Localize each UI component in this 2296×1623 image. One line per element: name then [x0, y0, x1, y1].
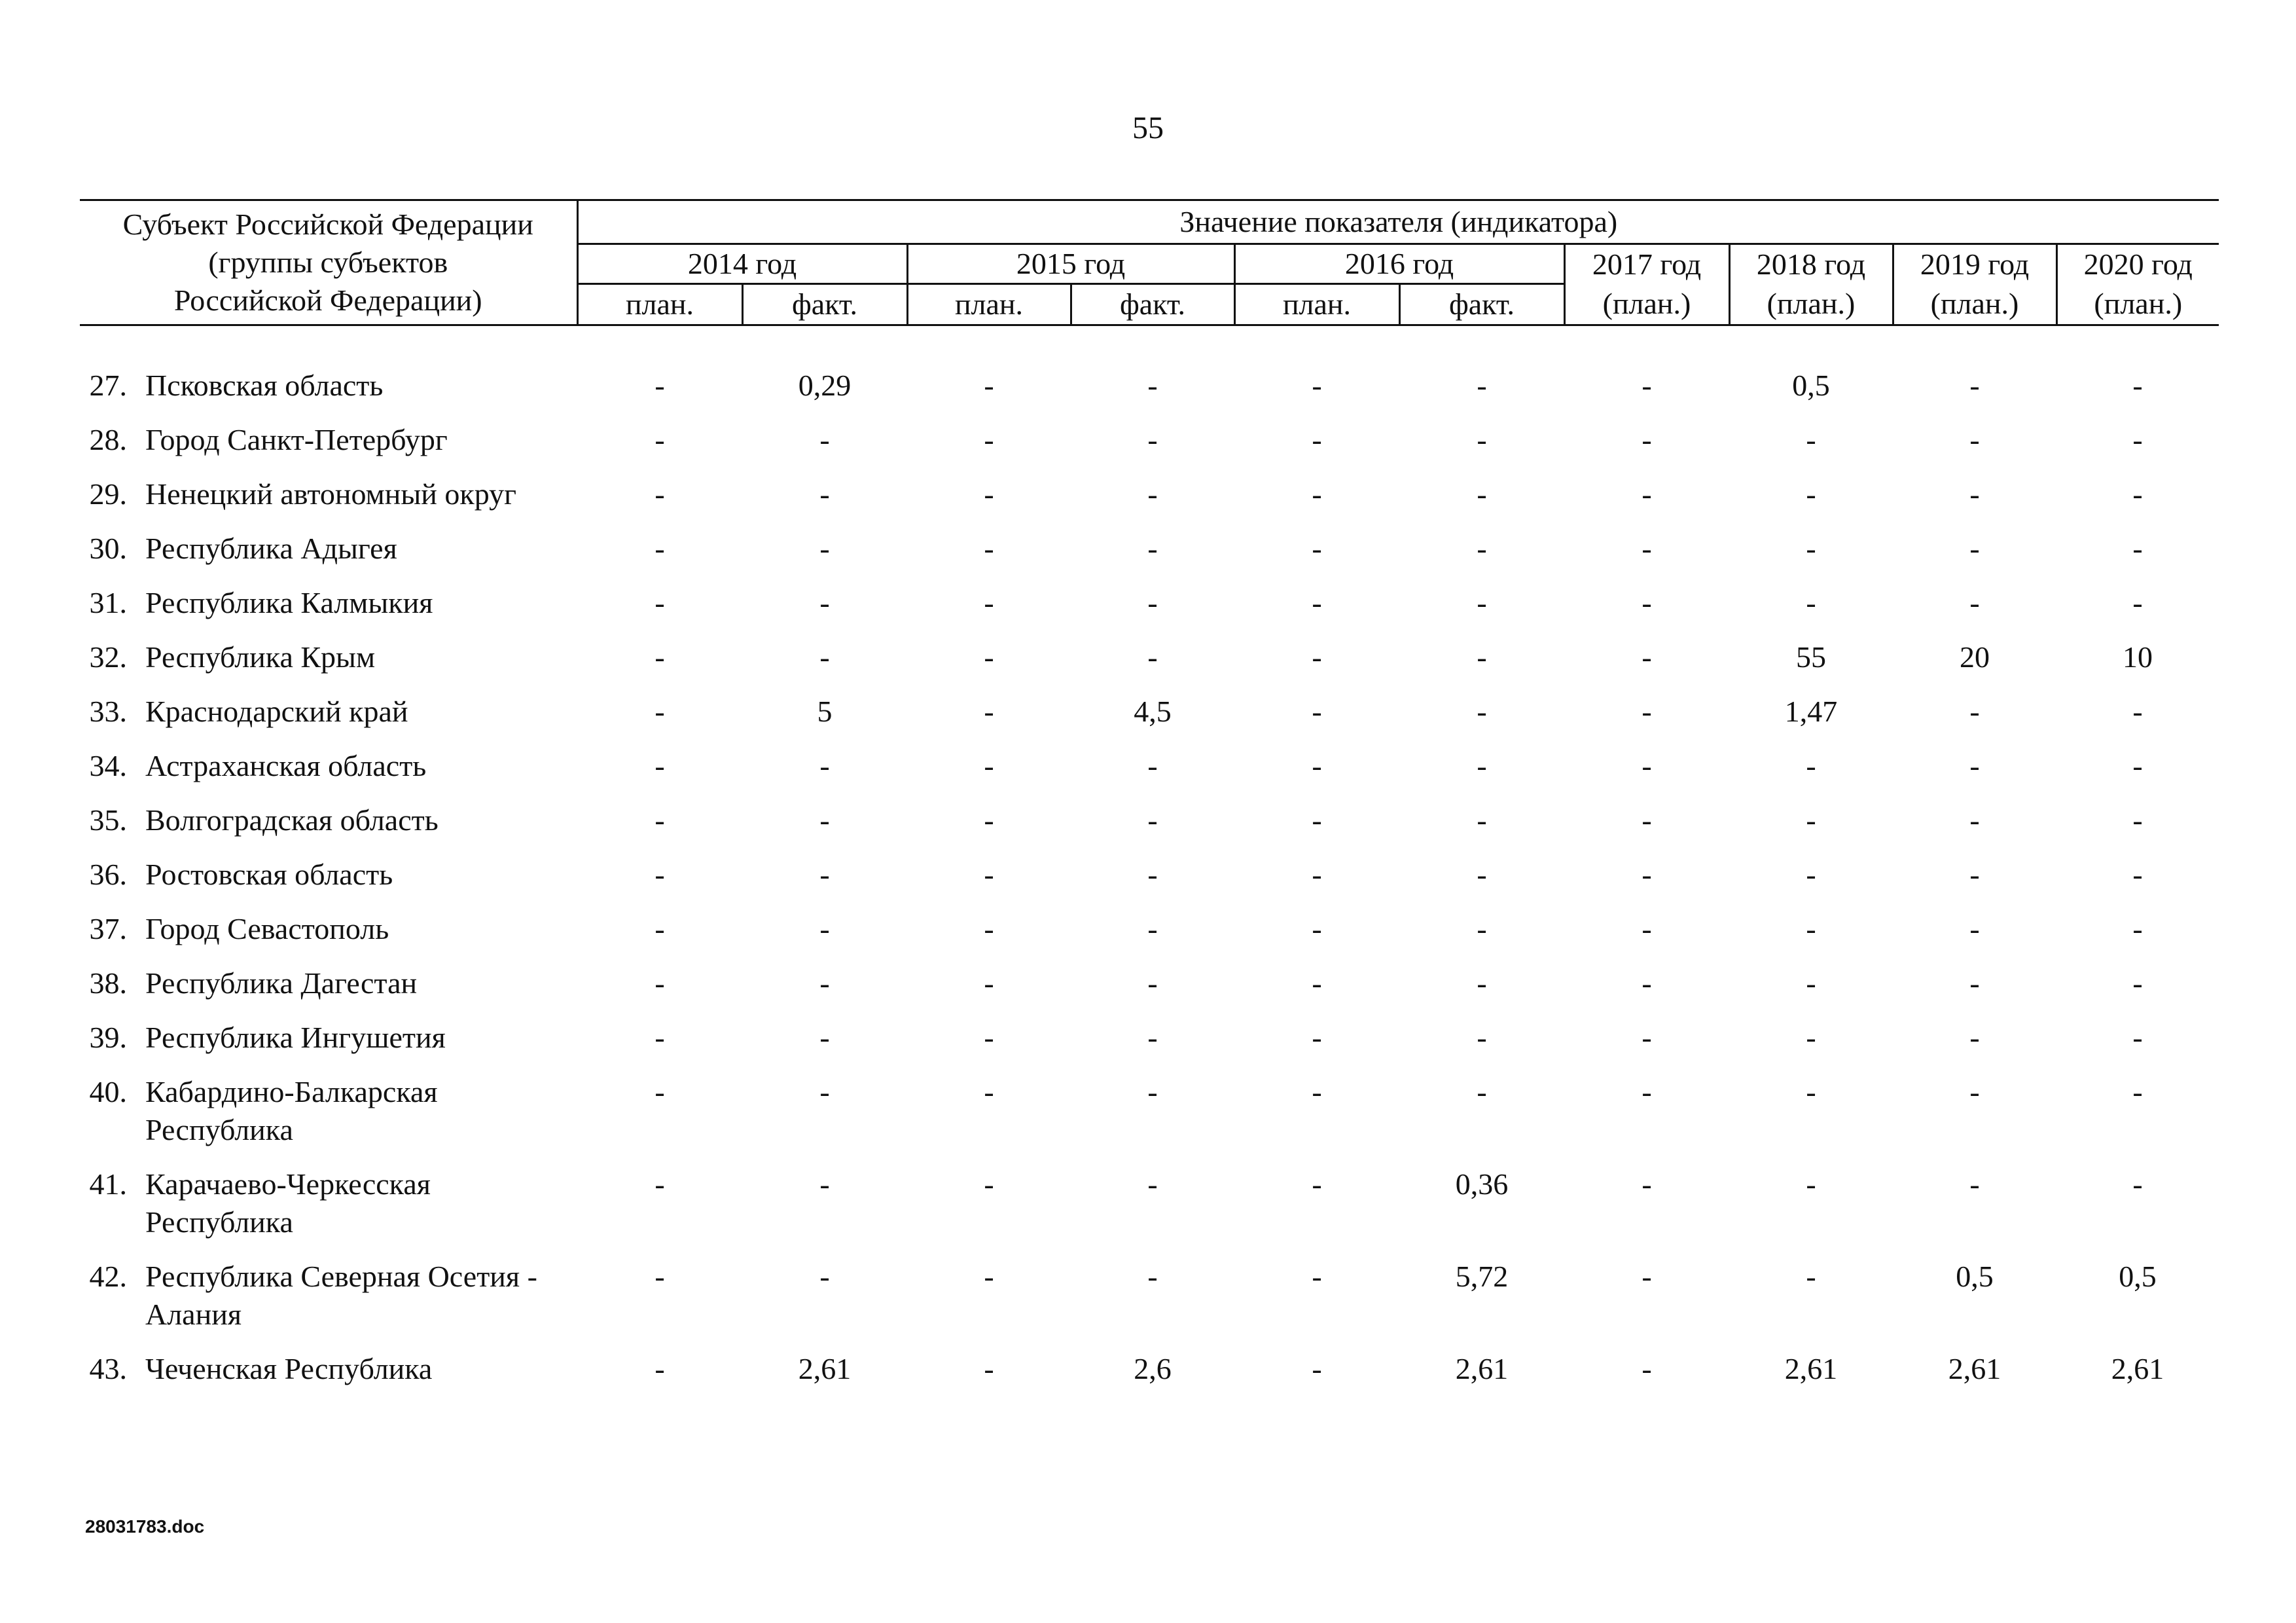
value-cell: - [1312, 695, 1322, 728]
value-cell: - [655, 803, 665, 837]
value-cell: - [1641, 423, 1652, 456]
value-cell: - [2132, 966, 2143, 1000]
value-cell: - [819, 1260, 830, 1293]
value-cell: - [1312, 423, 1322, 456]
value-cell: - [655, 858, 665, 891]
table-row [80, 957, 2219, 1011]
indicator-header: Значение показателя (индикатора) [577, 200, 2219, 244]
value-cell: - [1477, 1021, 1487, 1054]
value-cell: 1,47 [1784, 695, 1838, 728]
value-cell: - [1969, 369, 1980, 402]
value-cell: - [1641, 803, 1652, 837]
table-row [80, 1342, 2219, 1396]
value-cell: - [1641, 1260, 1652, 1293]
value-cell: 2,61 [1784, 1352, 1838, 1385]
value-cell: - [1312, 1021, 1322, 1054]
value-cell: - [1312, 586, 1322, 619]
value-cell: - [655, 640, 665, 674]
value-cell: - [984, 803, 994, 837]
region-name: Кабардино-Балкарская Республика [145, 1075, 438, 1146]
value-cell: - [2132, 586, 2143, 619]
year-2020-header: 2020 год [2056, 244, 2219, 284]
value-cell: - [1969, 1167, 1980, 1201]
value-cell: - [984, 966, 994, 1000]
value-cell: - [1147, 586, 1158, 619]
table-row [80, 739, 2219, 793]
value-cell: - [1641, 1352, 1652, 1385]
row-number: 31. [89, 586, 127, 619]
plan-2016-header: план. [1234, 284, 1399, 325]
value-cell: - [1312, 912, 1322, 945]
value-cell: - [1641, 1075, 1652, 1108]
value-cell: - [655, 912, 665, 945]
region-name: Город Санкт-Петербург [145, 423, 448, 456]
value-cell: - [819, 1075, 830, 1108]
fact-2016-header: факт. [1399, 284, 1564, 325]
value-cell: - [1477, 803, 1487, 837]
region-name: Республика Северная Осетия - Алания [145, 1260, 537, 1331]
plan-2020-header: (план.) [2056, 284, 2219, 325]
page-number: 55 [1132, 111, 1164, 145]
value-cell: - [1147, 749, 1158, 782]
value-cell: - [819, 532, 830, 565]
value-cell: - [2132, 1021, 2143, 1054]
value-cell: - [1641, 640, 1652, 674]
value-cell: - [655, 1260, 665, 1293]
region-name: Волгоградская область [145, 803, 439, 837]
value-cell: - [1641, 912, 1652, 945]
value-cell: - [1312, 1075, 1322, 1108]
value-cell: - [1969, 912, 1980, 945]
region-name: Псковская область [145, 369, 384, 402]
value-cell: - [1806, 858, 1816, 891]
row-number: 28. [89, 423, 127, 456]
value-cell: - [655, 1167, 665, 1201]
year-2016-header: 2016 год [1234, 244, 1564, 284]
plan-2017-header: (план.) [1564, 284, 1729, 325]
footer-file-name: 28031783.doc [85, 1516, 205, 1537]
value-cell: - [984, 369, 994, 402]
value-cell: - [655, 1075, 665, 1108]
value-cell: - [1312, 369, 1322, 402]
value-cell: - [655, 1352, 665, 1385]
value-cell: - [1969, 1021, 1980, 1054]
value-cell: - [655, 477, 665, 511]
table-row [80, 848, 2219, 902]
value-cell: - [984, 477, 994, 511]
value-cell: - [1147, 532, 1158, 565]
table-row [80, 902, 2219, 957]
value-cell: - [655, 586, 665, 619]
value-cell: - [2132, 695, 2143, 728]
value-cell: - [819, 749, 830, 782]
value-cell: - [1806, 1075, 1816, 1108]
value-cell: - [1147, 1075, 1158, 1108]
region-name: Республика Калмыкия [145, 586, 433, 619]
value-cell: - [1312, 749, 1322, 782]
value-cell: - [819, 966, 830, 1000]
value-cell: - [1147, 1260, 1158, 1293]
fact-2014-header: факт. [742, 284, 907, 325]
year-2019-header: 2019 год [1893, 244, 2056, 284]
region-name: Ненецкий автономный округ [145, 477, 516, 511]
value-cell: - [1147, 1167, 1158, 1201]
value-cell: 2,61 [798, 1352, 852, 1385]
value-cell: - [1147, 477, 1158, 511]
value-cell: - [1477, 1075, 1487, 1108]
table-row [80, 1158, 2219, 1250]
value-cell: - [819, 586, 830, 619]
value-cell: - [2132, 1167, 2143, 1201]
value-cell: - [1477, 912, 1487, 945]
value-cell: 0,5 [1956, 1260, 1994, 1293]
value-cell: - [1641, 695, 1652, 728]
row-number: 27. [89, 369, 127, 402]
value-cell: 2,61 [1948, 1352, 2001, 1385]
value-cell: - [2132, 803, 2143, 837]
value-cell: 0,5 [1792, 369, 1830, 402]
value-cell: - [1806, 532, 1816, 565]
value-cell: - [819, 912, 830, 945]
table-row [80, 1065, 2219, 1158]
value-cell: - [984, 640, 994, 674]
value-cell: - [1312, 966, 1322, 1000]
value-cell: - [1312, 1167, 1322, 1201]
region-name: Чеченская Республика [145, 1352, 433, 1385]
row-number: 42. [89, 1260, 127, 1293]
region-name: Краснодарский край [145, 695, 408, 728]
value-cell: 10 [2123, 640, 2153, 674]
value-cell: - [1641, 1021, 1652, 1054]
subject-header-line-1: Субъект Российской Федерации [122, 208, 533, 241]
value-cell: - [1477, 749, 1487, 782]
table-header [80, 200, 2219, 325]
value-cell: 20 [1960, 640, 1990, 674]
value-cell: - [819, 803, 830, 837]
subject-column-header [80, 200, 577, 325]
table-row [80, 359, 2219, 413]
value-cell: - [1147, 803, 1158, 837]
value-cell: 5,72 [1455, 1260, 1509, 1293]
row-number: 36. [89, 858, 127, 891]
value-cell: - [1641, 477, 1652, 511]
value-cell: - [1641, 532, 1652, 565]
value-cell: - [1147, 423, 1158, 456]
value-cell: - [1312, 803, 1322, 837]
table-row [80, 467, 2219, 522]
value-cell: - [655, 532, 665, 565]
value-cell: - [1147, 966, 1158, 1000]
value-cell: - [2132, 858, 2143, 891]
value-cell: - [2132, 912, 2143, 945]
table-row [80, 522, 2219, 576]
region-name: Республика Крым [145, 640, 376, 674]
value-cell: - [984, 586, 994, 619]
value-cell: - [1477, 695, 1487, 728]
value-cell: - [1969, 858, 1980, 891]
value-cell: - [1477, 858, 1487, 891]
value-cell: - [655, 369, 665, 402]
table-row [80, 630, 2219, 685]
value-cell: 0,29 [798, 369, 852, 402]
value-cell: - [1806, 912, 1816, 945]
row-number: 43. [89, 1352, 127, 1385]
value-cell: - [1641, 858, 1652, 891]
table-row [80, 1250, 2219, 1342]
value-cell: - [2132, 749, 2143, 782]
row-number: 39. [89, 1021, 127, 1054]
value-cell: - [1806, 477, 1816, 511]
value-cell: - [819, 1167, 830, 1201]
year-2017-header: 2017 год [1564, 244, 1729, 284]
value-cell: - [1477, 532, 1487, 565]
value-cell: - [1969, 803, 1980, 837]
value-cell: - [1477, 477, 1487, 511]
value-cell: - [1806, 1260, 1816, 1293]
value-cell: - [1312, 1260, 1322, 1293]
value-cell: - [819, 423, 830, 456]
value-cell: - [1969, 586, 1980, 619]
row-number: 35. [89, 803, 127, 837]
value-cell: 2,6 [1134, 1352, 1172, 1385]
region-name: Астраханская область [145, 749, 427, 782]
value-cell: - [655, 1021, 665, 1054]
value-cell: - [1477, 586, 1487, 619]
year-2015-header: 2015 год [907, 244, 1234, 284]
value-cell: - [1969, 532, 1980, 565]
row-number: 30. [89, 532, 127, 565]
region-name: Город Севастополь [145, 912, 389, 945]
row-number: 41. [89, 1167, 127, 1201]
table-row [80, 1011, 2219, 1065]
value-cell: - [1312, 640, 1322, 674]
row-number: 29. [89, 477, 127, 511]
value-cell: - [1641, 966, 1652, 1000]
plan-2015-header: план. [907, 284, 1071, 325]
value-cell: - [819, 858, 830, 891]
value-cell: - [1641, 586, 1652, 619]
value-cell: - [1477, 640, 1487, 674]
row-number: 38. [89, 966, 127, 1000]
value-cell: - [984, 1021, 994, 1054]
value-cell: - [1147, 912, 1158, 945]
value-cell: - [1969, 695, 1980, 728]
value-cell: - [1806, 423, 1816, 456]
region-name: Республика Дагестан [145, 966, 418, 1000]
value-cell: - [1641, 1167, 1652, 1201]
value-cell: - [655, 423, 665, 456]
row-number: 37. [89, 912, 127, 945]
value-cell: - [984, 1352, 994, 1385]
value-cell: - [819, 1021, 830, 1054]
value-cell: 55 [1796, 640, 1826, 674]
value-cell: - [984, 749, 994, 782]
value-cell: - [655, 966, 665, 1000]
value-cell: - [1806, 749, 1816, 782]
table-body [80, 325, 2219, 1397]
value-cell: - [1477, 966, 1487, 1000]
value-cell: - [984, 695, 994, 728]
value-cell: - [1147, 369, 1158, 402]
subject-header-line-3: Российской Федерации) [173, 283, 482, 317]
year-2014-header: 2014 год [577, 244, 907, 284]
value-cell: - [1312, 477, 1322, 511]
table-row [80, 413, 2219, 467]
value-cell: - [2132, 1075, 2143, 1108]
value-cell: 0,5 [2119, 1260, 2157, 1293]
region-name: Республика Адыгея [145, 532, 397, 565]
value-cell: - [984, 423, 994, 456]
value-cell: 2,61 [1455, 1352, 1509, 1385]
value-cell: - [1969, 477, 1980, 511]
value-cell: - [1641, 749, 1652, 782]
value-cell: - [984, 912, 994, 945]
value-cell: - [1147, 1021, 1158, 1054]
value-cell: - [1969, 966, 1980, 1000]
plan-2018-header: (план.) [1729, 284, 1893, 325]
plan-2019-header: (план.) [1893, 284, 2056, 325]
value-cell: - [1477, 369, 1487, 402]
row-number: 32. [89, 640, 127, 674]
table-row [80, 793, 2219, 848]
value-cell: - [1806, 1021, 1816, 1054]
row-number: 34. [89, 749, 127, 782]
value-cell: - [1806, 1167, 1816, 1201]
value-cell: - [984, 532, 994, 565]
value-cell: - [984, 1260, 994, 1293]
value-cell: - [984, 1075, 994, 1108]
value-cell: - [1312, 858, 1322, 891]
table-row [80, 576, 2219, 630]
value-cell: - [1969, 1075, 1980, 1108]
plan-2014-header: план. [577, 284, 742, 325]
value-cell: - [2132, 477, 2143, 511]
value-cell: 2,61 [2111, 1352, 2164, 1385]
value-cell: - [655, 749, 665, 782]
value-cell: - [2132, 532, 2143, 565]
value-cell: - [1969, 423, 1980, 456]
value-cell: - [2132, 369, 2143, 402]
value-cell: - [984, 1167, 994, 1201]
value-cell: 4,5 [1134, 695, 1172, 728]
row-number: 40. [89, 1075, 127, 1108]
value-cell: - [1969, 749, 1980, 782]
value-cell: - [655, 695, 665, 728]
subject-header-line-2: (группы субъектов [208, 246, 448, 279]
fact-2015-header: факт. [1071, 284, 1234, 325]
year-2018-header: 2018 год [1729, 244, 1893, 284]
value-cell: - [1806, 966, 1816, 1000]
region-name: Ростовская область [145, 858, 393, 891]
value-cell: - [984, 858, 994, 891]
region-name: Карачаево-Черкесская Республика [145, 1167, 431, 1239]
value-cell: - [1147, 640, 1158, 674]
value-cell: 5 [817, 695, 833, 728]
row-number: 33. [89, 695, 127, 728]
value-cell: 0,36 [1455, 1167, 1509, 1201]
value-cell: - [1477, 423, 1487, 456]
value-cell: - [1147, 858, 1158, 891]
value-cell: - [1806, 586, 1816, 619]
table-row [80, 685, 2219, 739]
value-cell: - [1312, 532, 1322, 565]
value-cell: - [1312, 1352, 1322, 1385]
value-cell: - [1806, 803, 1816, 837]
indicator-table [80, 199, 2219, 1396]
region-name: Республика Ингушетия [145, 1021, 446, 1054]
value-cell: - [1641, 369, 1652, 402]
value-cell: - [819, 640, 830, 674]
value-cell: - [819, 477, 830, 511]
value-cell: - [2132, 423, 2143, 456]
